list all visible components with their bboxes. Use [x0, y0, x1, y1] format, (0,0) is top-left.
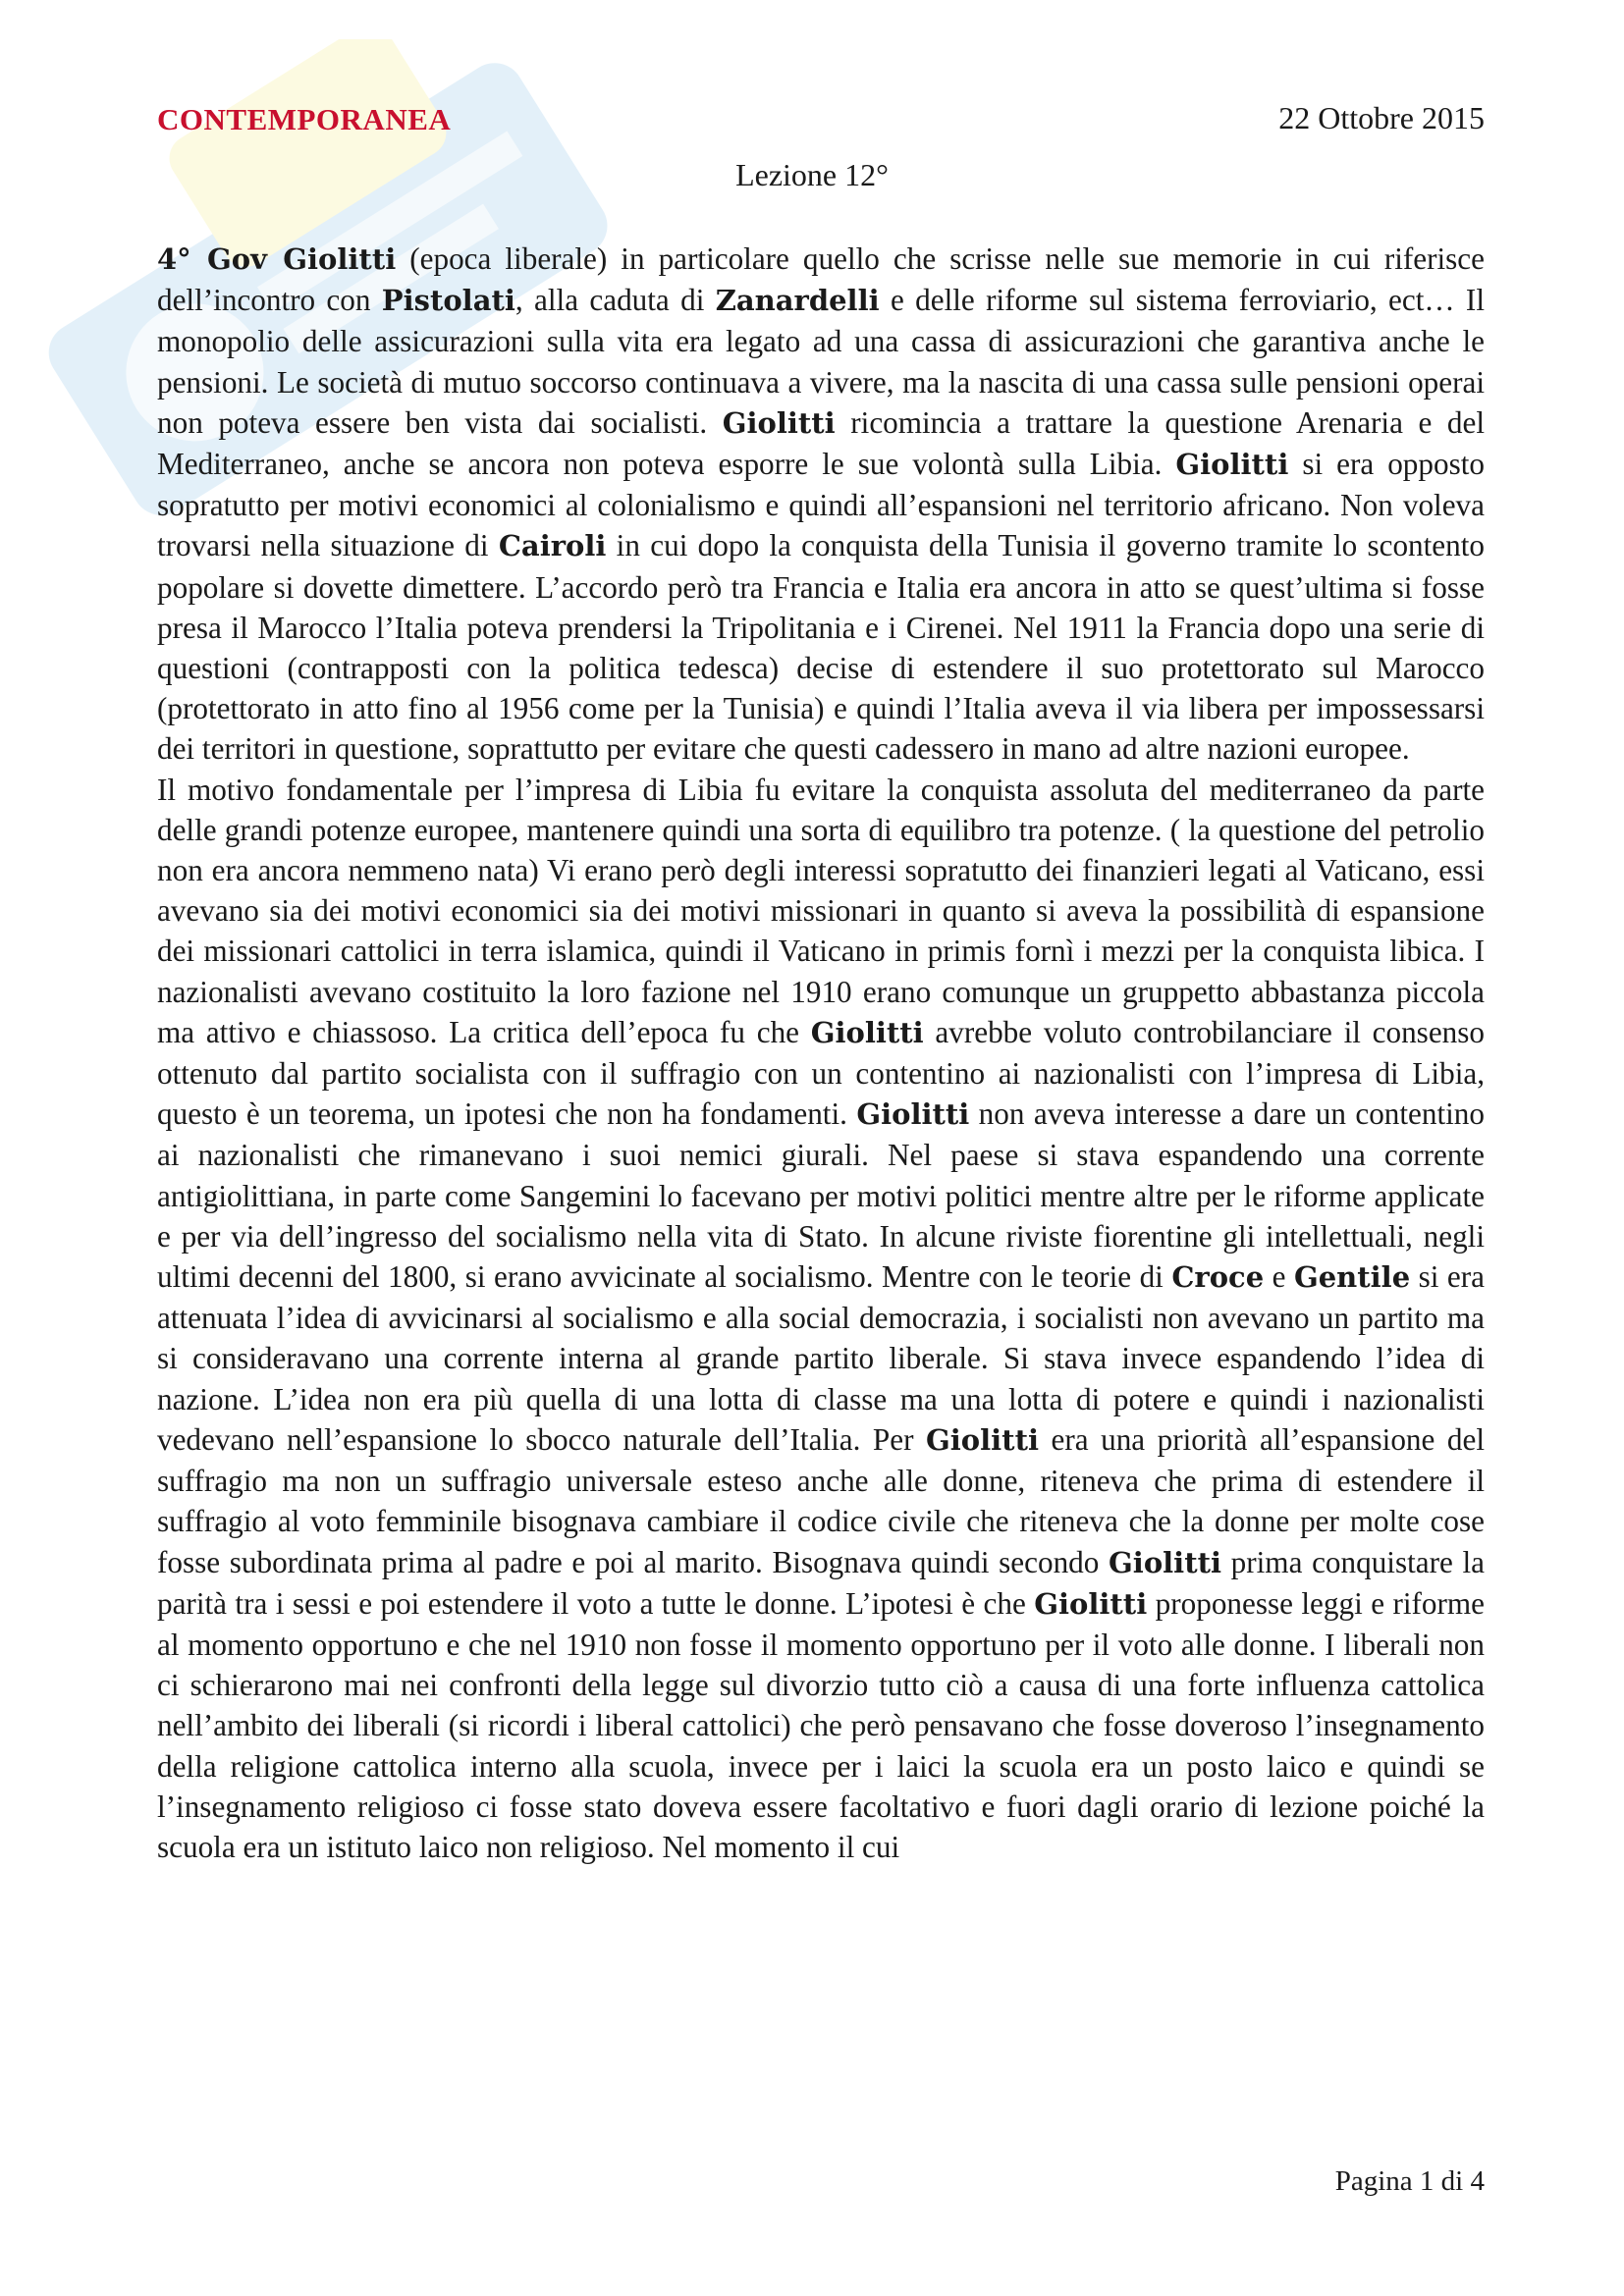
bold-name: Cairoli — [498, 529, 607, 563]
page-header — [157, 94, 1485, 143]
text-run: e delle riforme sul sistema ferroviario, ect… Il monopolio delle assicurazioni sulla vita era legato ad una cassa di assicurazioni che garantiva anche le pensioni. Le società di mutuo soccorso continuava a vivere, ma la nascita di una cassa sulle pensioni operai non poteva essere ben vista dai socialisti. — [157, 283, 1485, 440]
bold-name: Giolitti — [1175, 448, 1289, 482]
text-run: non aveva interesse a dare un contentino ai nazionalisti che rimanevano i suoi nemici giurali. Nel paese si stava espandendo una corrente antigiolittiana, in parte come Sangemini lo facevano per motivi politici mentre altre per le riforme applicate e per via dell’ingresso del socialismo nella vita di Stato. In alcune riviste fiorentine gli intellettuali, negli ultimi decenni del 1800, si erano avvicinate al socialismo. Mentre con le teorie di — [157, 1096, 1485, 1295]
bold-name: Giolitti — [856, 1097, 970, 1132]
bold-name: Gentile — [1293, 1260, 1411, 1295]
lesson-title: Lezione 12° — [735, 157, 889, 192]
text-run: si era attenuata l’idea di avvicinarsi al socialismo e alla social democrazia, i socialisti non avevano un partito ma si consideravano una corrente interna al grande partito liberale. Si stava invece espandendo l’idea di nazione. L’idea non era più quella di una lotta di classe ma una lotta di potere e quindi i nazionalisti vedevano nell’espansione lo sbocco naturale dell’Italia. Per — [157, 1259, 1486, 1457]
text-run: e — [1264, 1259, 1294, 1295]
bold-name: Giolitti — [926, 1422, 1039, 1457]
text-run: era una priorità all’espansione del suffragio ma non un suffragio universale esteso anche alle donne, riteneva che prima di estendere il suffragio al voto femminile bisognava cambiare il codice civile che riteneva che la donne per molte cose fosse subordinata prima al padre e poi al marito. Bisognava quindi secondo — [157, 1421, 1485, 1579]
text-run: (epoca liberale) in particolare quello che scrisse nelle sue memorie in cui riferisce dell’incontro con — [157, 241, 1485, 318]
text-run: ricomincia a trattare la questione Arenaria e del Mediterraneo, anche se ancora non poteva esporre le sue volontà sulla Libia. — [157, 404, 1486, 482]
text-run: avrebbe voluto controbilanciare il consenso ottenuto dal partito socialista con il suffragio con un contentino ai nazionalisti con l’impresa di Libia, questo è un teorema, un ipotesi che non ha fondamenti. — [157, 1014, 1485, 1132]
course-title: CONTEMPORANEA — [157, 102, 452, 136]
text-run: prima conquistare la parità tra i sessi e poi estendere il voto a tutte le donne. L’ipotesi è che — [157, 1544, 1485, 1621]
text-run: Il motivo fondamentale per l’impresa di Libia fu evitare la conquista assoluta del mediterraneo da parte delle grandi potenze europee, mantenere quindi una sorta di equilibro tra potenze. ( la questione del petrolio non era ancora nemmeno nata) Vi erano però degli interessi sopratutto dei finanzieri legati al Vaticano, essi avevano sia dei motivi economici sia dei motivi missionari in quanto si aveva la possibilità di espansione dei missionari cattolici in terra islamica, quindi il Vaticano in primis fornì i mezzi per la conquista libica. I nazionalisti avevano costituito la loro fazione nel 1910 erano comunque un gruppetto abbastanza piccola ma attivo e chiassoso. La critica dell’epoca fu che — [157, 772, 1485, 1049]
text-run: , alla caduta di — [514, 283, 716, 318]
text-run: si era opposto sopratutto per motivi economici al colonialismo e quindi all’espansioni nel territorio africano. Non voleva trovarsi nella situazione di — [157, 447, 1485, 563]
bold-name: Giolitti — [810, 1015, 924, 1049]
paragraph — [157, 770, 1485, 1867]
lesson-date: 22 Ottobre 2015 — [1278, 100, 1485, 135]
text-run: in cui dopo la conquista della Tunisia il governo tramite lo scontento popolare si dovette dimettere. L’accordo però tra Francia e Italia era ancora in atto se quest’ultima si fosse presa il Marocco l’Italia poteva prendersi la Tripolitania e i Cirenei. Nel 1911 la Francia dopo una serie di questioni (contrapposti con la politica tedesca) decise di estendere il suo protettorato sul Marocco (protettorato in atto fino al 1956 come per la Tunisia) e quindi l’Italia aveva il via libera per impossessarsi dei territori in questione, soprattutto per evitare che questi cadessero in mano ad altre nazioni europee. — [157, 528, 1486, 767]
bold-name: Croce — [1171, 1260, 1265, 1295]
bold-name: Giolitti — [722, 405, 836, 440]
text-run: proponesse leggi e riforme al momento opportuno e che nel 1910 non fosse il momento opportuno per il voto alle donne. I liberali non ci schierarono mai nei confronti della legge sul divorzio tutto ciò a causa di una forte influenza cattolica nell’ambito dei liberali (si ricordi i liberal cattolici) che però pensavano che fosse doveroso l’insegnamento della religione cattolica interno alla scuola, invece per i laici la scuola era un posto laico e quindi se l’insegnamento religioso ci fosse stato doveva essere facoltativo e fuori dagli orario di lezione poiché la scuola era un istituto laico non religioso. Nel momento il cui — [157, 1585, 1485, 1864]
bold-name: Zanardelli — [715, 284, 880, 318]
bold-name: 4° Gov Giolitti — [157, 242, 397, 276]
bold-name: Giolitti — [1034, 1586, 1148, 1621]
lesson-body — [157, 239, 1485, 1867]
bold-name: Pistolati — [381, 284, 515, 318]
paragraph — [157, 239, 1485, 770]
page-number: Pagina 1 di 4 — [1334, 2165, 1485, 2197]
bold-name: Giolitti — [1109, 1545, 1221, 1579]
